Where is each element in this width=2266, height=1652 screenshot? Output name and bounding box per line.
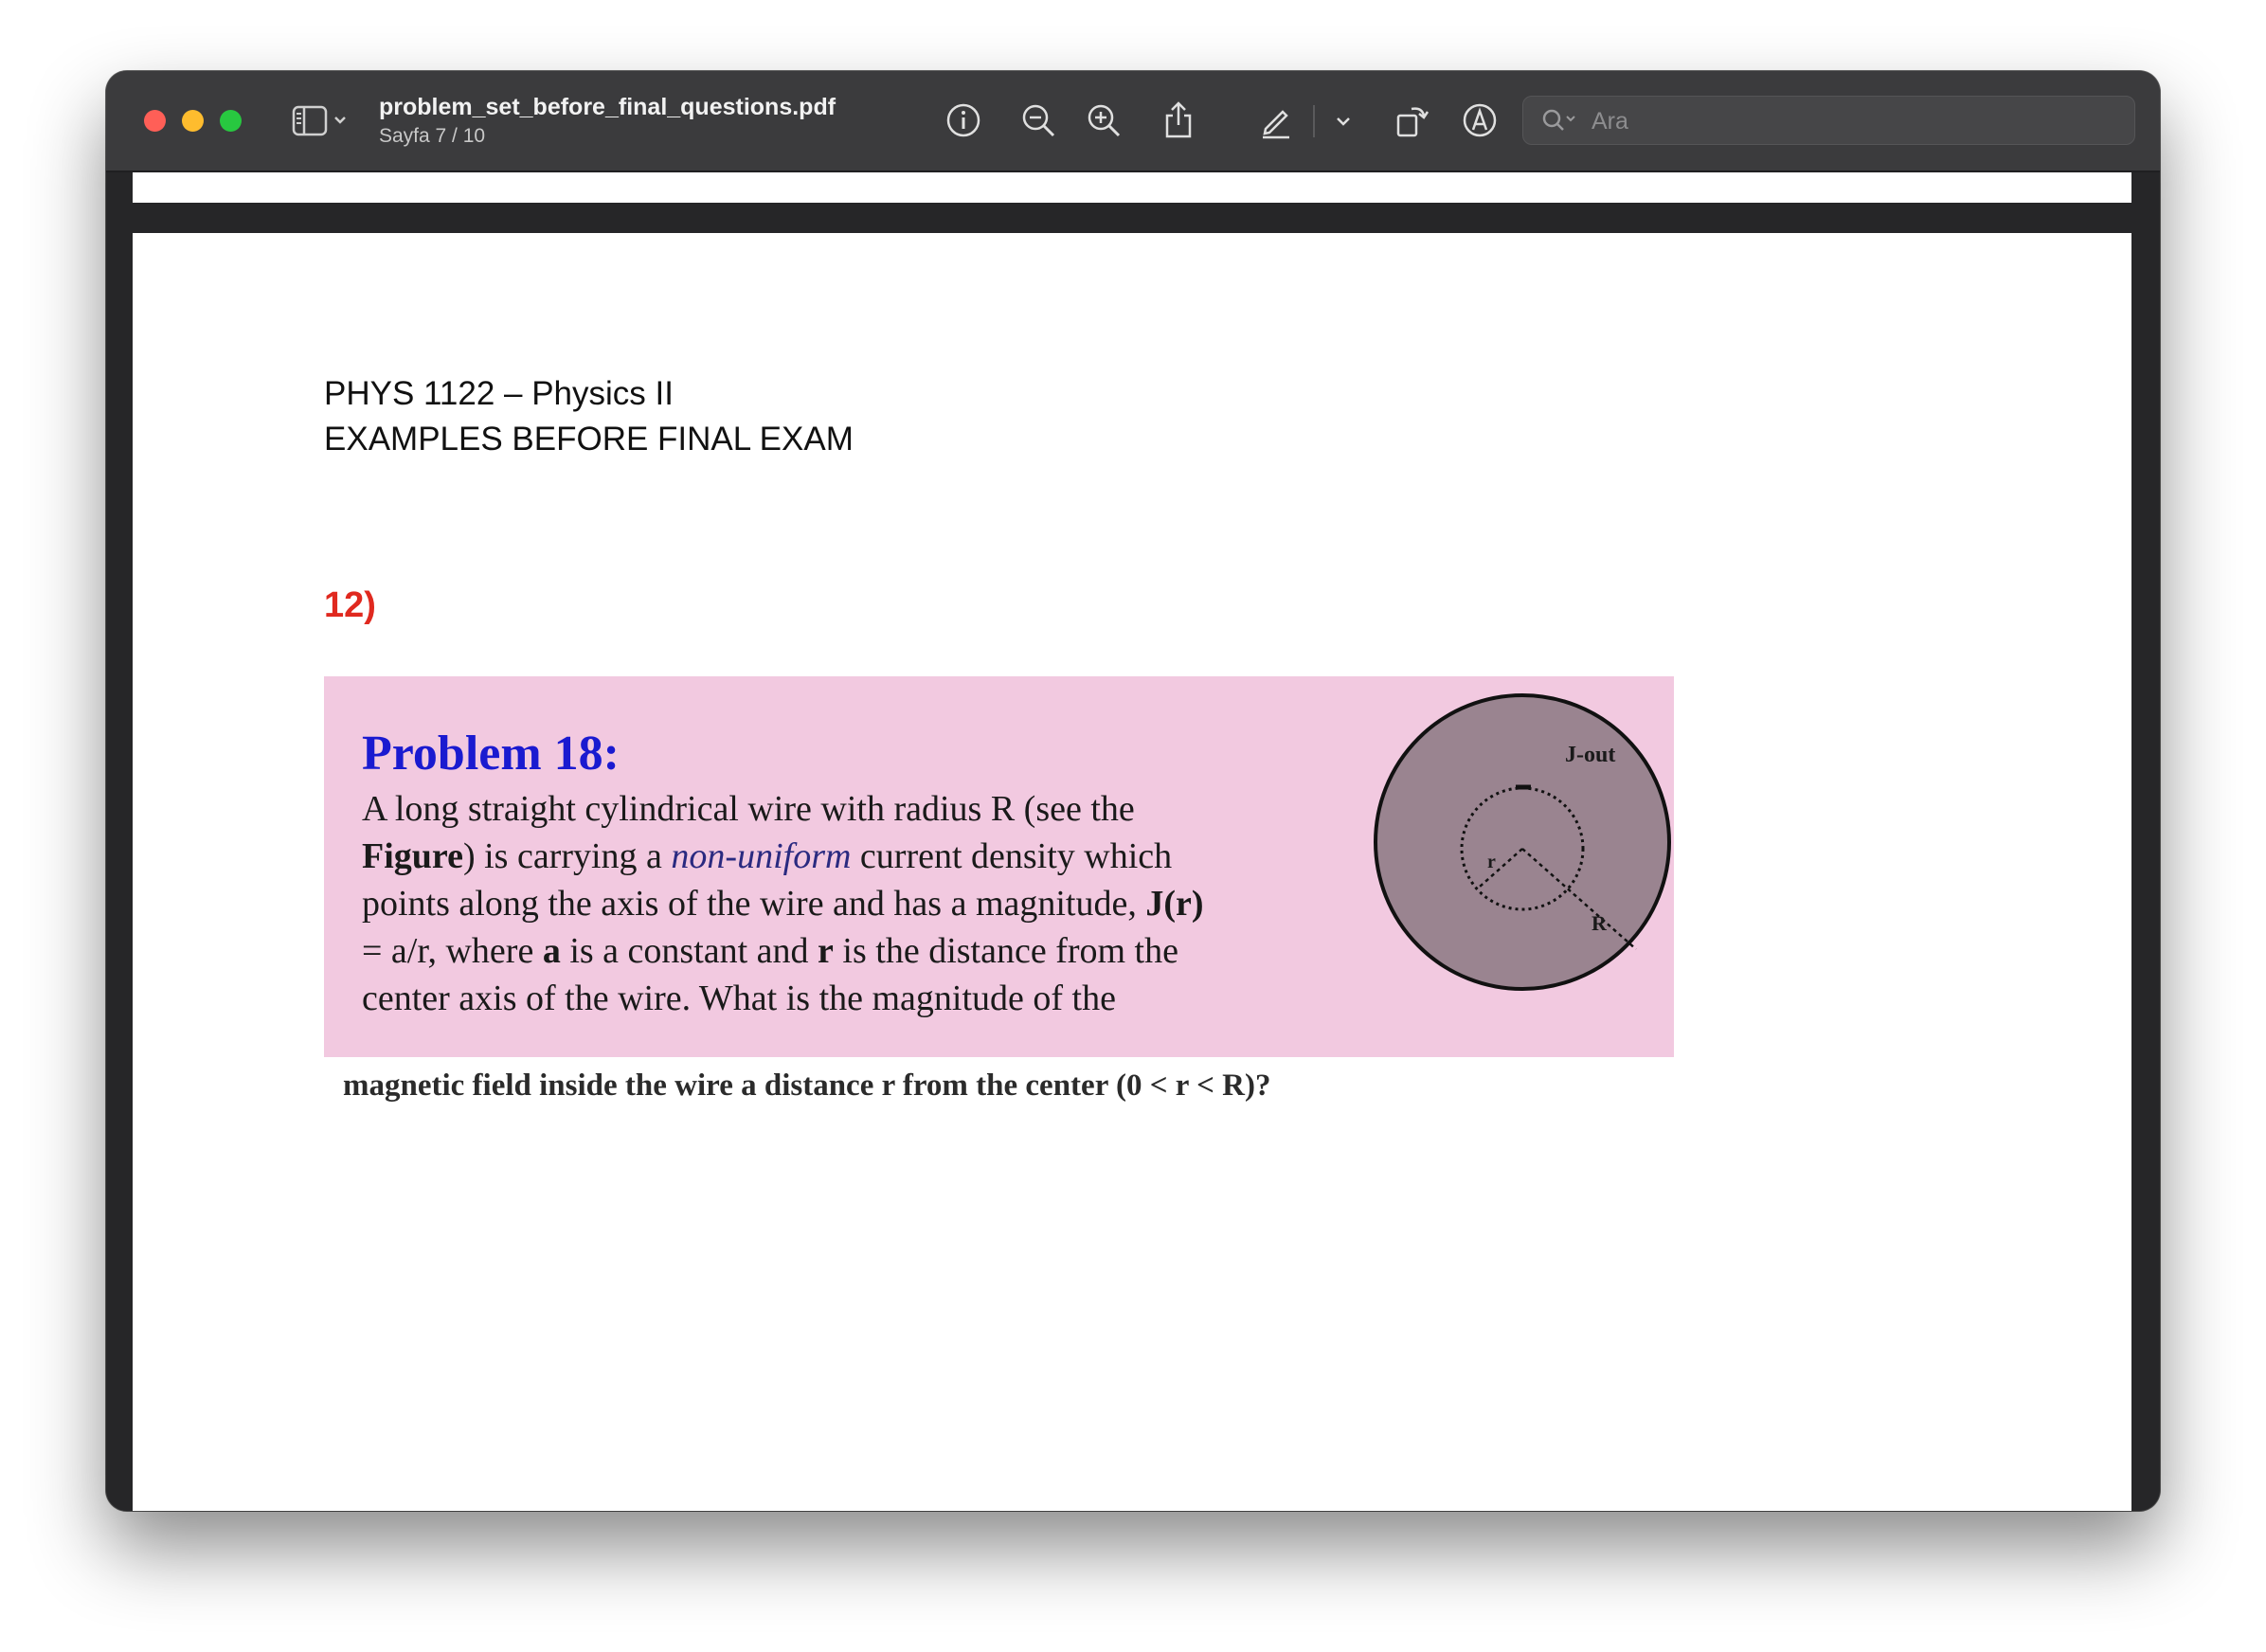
zoom-out-button[interactable] [1017,99,1059,141]
rotate-button[interactable] [1391,99,1432,141]
wire-cross-section-figure [1366,686,1679,998]
question-number: 12) [324,585,376,625]
chevron-down-icon [1322,99,1364,141]
previous-page-edge [133,172,2131,203]
zoom-in-icon [1083,99,1124,141]
search-icon [1540,106,1582,135]
markup-button[interactable] [1255,99,1297,141]
current-density-symbol: J(r) [1145,884,1204,924]
non-uniform-word: non-uniform [671,836,852,876]
figure-word: Figure [362,836,463,876]
r-label: r [1487,852,1496,872]
page-indicator: Sayfa 7 / 10 [379,125,486,147]
problem-line-3a: points along the axis of the wire and has a magnitude, [362,884,1146,924]
constant-a-symbol: a [542,931,561,971]
problem-text [362,785,1319,1022]
problem-line-2b: current density which [851,836,1173,876]
share-button[interactable] [1158,99,1199,141]
close-window-button[interactable] [144,110,166,132]
search-placeholder: Ara [1592,108,1628,135]
problem-continuation: magnetic field inside the wire a distance r from the center (0 < r < R)? [343,1068,1271,1103]
exam-title: EXAMPLES BEFORE FINAL EXAM [324,421,854,458]
sidebar-icon [292,105,351,137]
document-title: problem_set_before_final_questions.pdf [379,94,836,120]
problem-line-5: center axis of the wire. What is the magnitude of the [362,979,1116,1018]
share-icon [1158,99,1199,141]
toolbar-separator [1313,105,1315,137]
pdf-page [133,233,2131,1511]
annotate-icon [1459,99,1501,141]
course-title: PHYS 1122 – Physics II [324,375,674,412]
info-icon [943,99,984,141]
zoom-out-icon [1017,99,1059,141]
problem-line-4a: = a/r, where [362,931,543,971]
rotate-icon [1391,99,1432,141]
problem-image [324,676,1674,1057]
j-out-label: J-out [1565,743,1616,767]
info-button[interactable] [943,99,984,141]
preview-window [106,71,2160,1511]
problem-line-1: A long straight cylindrical wire with radius R (see the [362,789,1135,829]
problem-title: Problem 18: [362,727,620,781]
problem-line-2a: ) is carrying a [462,836,672,876]
annotate-button[interactable] [1459,99,1501,141]
toolbar [106,71,2160,172]
search-field[interactable] [1522,96,2135,145]
document-viewport[interactable] [106,172,2160,1511]
problem-line-4c: is the distance from the [833,931,1178,971]
distance-r-symbol: r [818,931,834,971]
R-label: R [1592,911,1607,935]
markup-menu-button[interactable] [1322,99,1364,141]
markup-pen-icon [1255,99,1297,141]
zoom-in-button[interactable] [1083,99,1124,141]
problem-line-4b: is a constant and [560,931,818,971]
zoom-window-button[interactable] [220,110,242,132]
sidebar-toggle-button[interactable] [292,105,351,137]
minimize-window-button[interactable] [182,110,204,132]
wire-circle [1376,695,1669,989]
